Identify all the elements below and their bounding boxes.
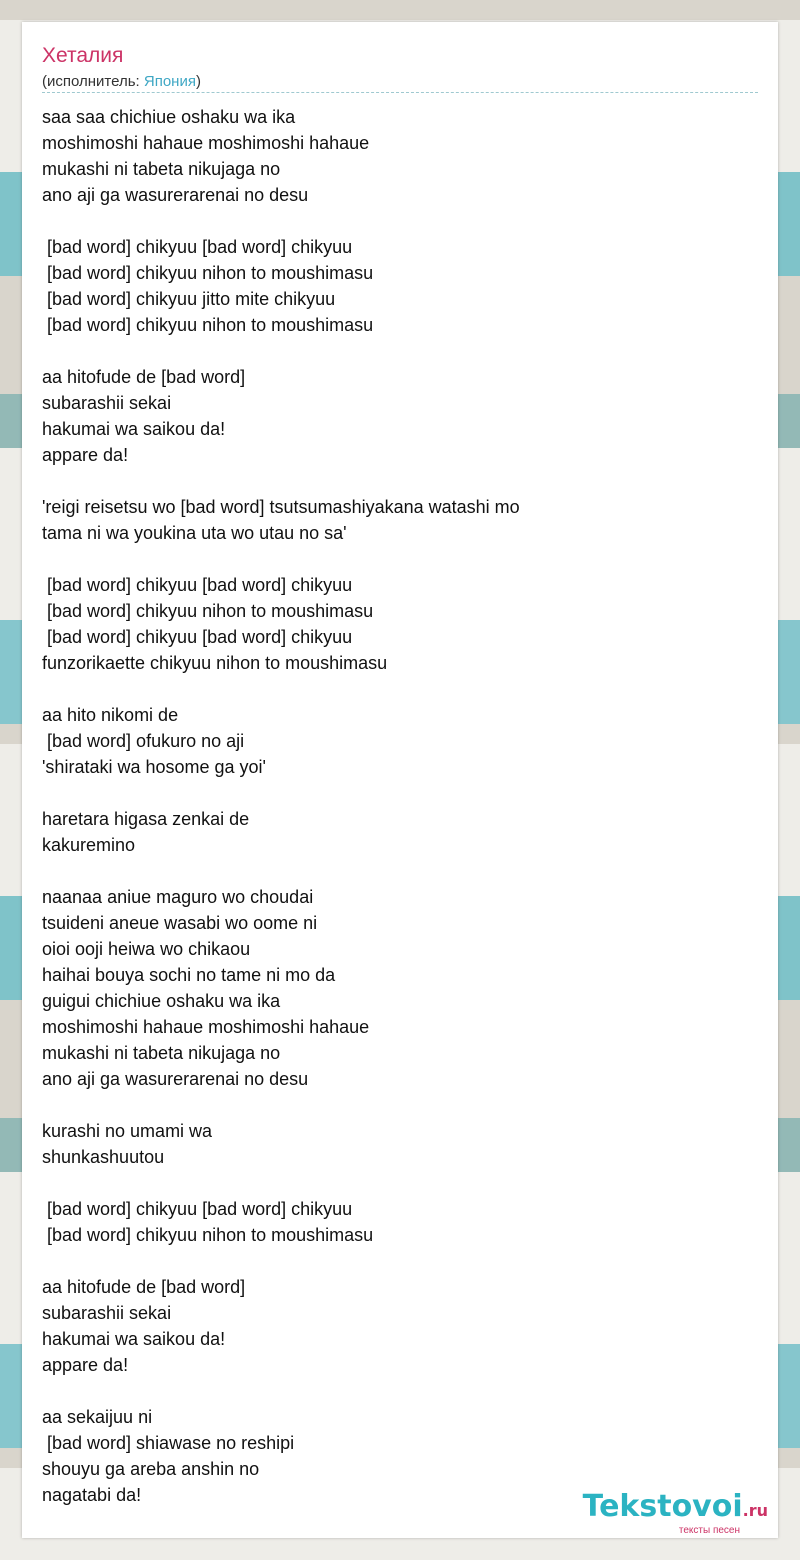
- lyrics-line: appare da!: [42, 445, 129, 465]
- lyrics-card: [22, 22, 778, 1538]
- title-divider: [42, 92, 758, 93]
- lyrics-line: appare da!: [42, 1355, 129, 1375]
- lyrics-text: [42, 104, 762, 1508]
- lyrics-line: nagatabi da!: [42, 1485, 142, 1505]
- lyrics-line: [bad word] chikyuu nihon to moushimasu: [42, 1225, 374, 1245]
- lyrics-line: aa hitofude de [bad word]: [42, 367, 246, 387]
- lyrics-line: tsuideni aneue wasabi wo oome ni: [42, 913, 318, 933]
- lyrics-line: oioi ooji heiwa wo chikaou: [42, 939, 251, 959]
- logo-tld: .ru: [742, 1501, 768, 1520]
- lyrics-line: ano aji ga wasurerarenai no desu: [42, 1069, 309, 1089]
- lyrics-line: moshimoshi hahaue moshimoshi hahaue: [42, 133, 370, 153]
- lyrics-line: [bad word] chikyuu nihon to moushimasu: [42, 601, 374, 621]
- lyrics-line: 'reigi reisetsu wo [bad word] tsutsumashiyakana watashi mo: [42, 497, 520, 517]
- logo-name: Tekstovoi: [582, 1489, 743, 1524]
- lyrics-line: [bad word] chikyuu jitto mite chikyuu: [42, 289, 336, 309]
- logo-tagline: тексты песен: [678, 1525, 740, 1536]
- lyrics-blank-line: [42, 858, 762, 884]
- artist-suffix: ): [195, 73, 201, 90]
- logo-wordmark: [583, 1491, 768, 1527]
- artist-link[interactable]: Япония: [143, 73, 196, 90]
- lyrics-line: aa sekaijuu ni: [42, 1407, 153, 1427]
- lyrics-line: mukashi ni tabeta nikujaga no: [42, 1043, 281, 1063]
- lyrics-line: haihai bouya sochi no tame ni mo da: [42, 965, 336, 985]
- lyrics-line: hakumai wa saikou da!: [42, 419, 226, 439]
- lyrics-blank-line: [42, 338, 762, 364]
- lyrics-line: subarashii sekai: [42, 393, 172, 413]
- artist-prefix: (исполнитель:: [42, 73, 144, 90]
- lyrics-line: funzorikaette chikyuu nihon to moushimasu: [42, 653, 388, 673]
- lyrics-line: 'shirataki wa hosome ga yoi': [42, 757, 266, 777]
- lyrics-line: mukashi ni tabeta nikujaga no: [42, 159, 281, 179]
- lyrics-line: ano aji ga wasurerarenai no desu: [42, 185, 309, 205]
- song-title: Хеталия: [42, 44, 124, 67]
- lyrics-line: haretara higasa zenkai de: [42, 809, 250, 829]
- lyrics-line: [bad word] chikyuu [bad word] chikyuu: [42, 1199, 353, 1219]
- lyrics-line: saa saa chichiue oshaku wa ika: [42, 107, 296, 127]
- lyrics-line: shunkashuutou: [42, 1147, 165, 1167]
- lyrics-line: kurashi no umami wa: [42, 1121, 213, 1141]
- lyrics-line: [bad word] chikyuu [bad word] chikyuu: [42, 237, 353, 257]
- lyrics-blank-line: [42, 208, 762, 234]
- lyrics-blank-line: [42, 1170, 762, 1196]
- lyrics-line: [bad word] ofukuro no aji: [42, 731, 245, 751]
- lyrics-line: aa hitofude de [bad word]: [42, 1277, 246, 1297]
- lyrics-blank-line: [42, 676, 762, 702]
- site-logo[interactable]: [583, 1491, 768, 1536]
- lyrics-line: shouyu ga areba anshin no: [42, 1459, 260, 1479]
- lyrics-blank-line: [42, 546, 762, 572]
- lyrics-line: kakuremino: [42, 835, 136, 855]
- lyrics-blank-line: [42, 780, 762, 806]
- lyrics-line: [bad word] chikyuu [bad word] chikyuu: [42, 575, 353, 595]
- lyrics-blank-line: [42, 1092, 762, 1118]
- lyrics-line: subarashii sekai: [42, 1303, 172, 1323]
- lyrics-line: aa hito nikomi de: [42, 705, 179, 725]
- lyrics-line: [bad word] chikyuu nihon to moushimasu: [42, 263, 374, 283]
- lyrics-line: hakumai wa saikou da!: [42, 1329, 226, 1349]
- lyrics-line: guigui chichiue oshaku wa ika: [42, 991, 281, 1011]
- lyrics-blank-line: [42, 468, 762, 494]
- lyrics-line: [bad word] chikyuu nihon to moushimasu: [42, 315, 374, 335]
- artist-line: [42, 73, 201, 91]
- lyrics-line: tama ni wa youkina uta wo utau no sa': [42, 523, 347, 543]
- lyrics-line: naanaa aniue maguro wo choudai: [42, 887, 314, 907]
- lyrics-blank-line: [42, 1248, 762, 1274]
- lyrics-line: [bad word] chikyuu [bad word] chikyuu: [42, 627, 353, 647]
- lyrics-line: moshimoshi hahaue moshimoshi hahaue: [42, 1017, 370, 1037]
- lyrics-line: [bad word] shiawase no reshipi: [42, 1433, 295, 1453]
- lyrics-blank-line: [42, 1378, 762, 1404]
